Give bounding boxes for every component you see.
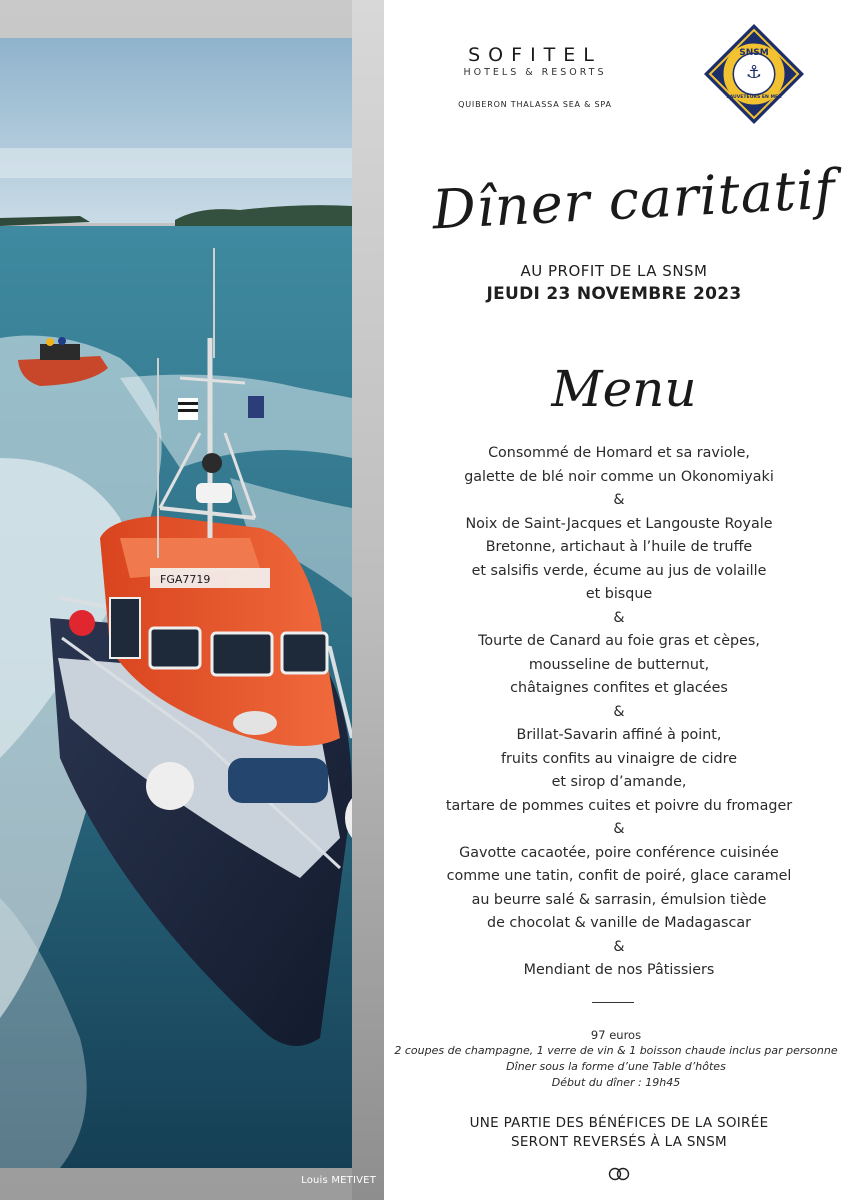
snsm-logo-bottom-text: SAUVETEURS EN MER [726,95,782,100]
snsm-logo-top-text: SNSM [739,48,769,58]
rescue-boat-photo [0,38,352,1168]
menu-line: et sirop d’amande, [551,774,687,790]
grey-edge-band [352,0,384,1200]
menu-separator: & [613,609,625,626]
menu-line: Tourte de Canard au foie gras et cèpes, [478,633,760,649]
menu-line: galette de blé noir comme un Okonomiyaki [464,468,774,485]
menu-line: Gavotte cacaotée, poire conférence cuisinée [459,844,779,861]
snsm-logo [702,22,806,126]
dinner-format: Dîner sous la forme d’une Table d’hôtes [506,1060,726,1073]
menu-line: châtaignes confites et glacées [510,680,728,696]
menu-line: mousseline de butternut, [528,656,710,673]
menu-list [404,442,834,983]
menu-line: de chocolat & vanille de Madagascar [487,915,751,931]
menu-separator: & [613,821,625,837]
anchor-icon: ⚓ [745,62,763,83]
start-time: Début du dîner : 19h45 [551,1076,681,1089]
charity-note-line-2: SERONT REVERSÉS À LA SNSM [510,1134,728,1150]
charity-note [404,1114,834,1152]
menu-line: et bisque [585,586,653,602]
hotel-location: QUIBERON THALASSA SEA & SPA [458,100,612,109]
menu-separator: & [613,492,625,508]
photo-credit: Louis METIVET [301,1175,376,1186]
photo-column [0,0,384,1200]
event-info [384,1027,848,1091]
menu-line: fruits confits au vinaigre de cidre [500,750,738,767]
event-subtitle: AU PROFIT DE LA SNSM [520,262,708,280]
linked-rings-icon [606,1167,632,1181]
boat-registration: FGA7719 [160,573,211,586]
menu-line: et salsifis verde, écume au jus de volaille [471,562,767,579]
menu-heading: Menu [551,360,697,418]
content-column [384,0,848,1200]
menu-line: Mendiant de nos Pâtissiers [523,962,715,978]
menu-line: au beurre salé & sarrasin, émulsion tiède [471,891,767,908]
menu-line: Brillat-Savarin affiné à point, [516,727,722,743]
price: 97 euros [590,1028,642,1042]
charity-note-line-1: UNE PARTIE DES BÉNÉFICES DE LA SOIRÉE [469,1115,769,1131]
menu-line: comme une tatin, confit de poiré, glace caramel [446,868,792,884]
sofitel-logo [440,44,630,109]
event-date: JEUDI 23 NOVEMBRE 2023 [486,284,742,304]
brand-subtitle: HOTELS & RESORTS [463,67,607,78]
menu-line: Consommé de Homard et sa raviole, [488,445,750,461]
menu-separator: & [613,703,625,720]
divider [592,1002,634,1003]
menu-line: Noix de Saint-Jacques et Langouste Royale [465,515,773,532]
brand-name: SOFITEL [468,44,602,66]
menu-line: Bretonne, artichaut à l’huile de truffe [485,539,753,555]
menu-separator: & [613,938,625,955]
menu-line: tartare de pommes cuites et poivre du fromager [445,797,793,814]
included-items: 2 coupes de champagne, 1 verre de vin & 1 boisson chaude inclus par personne [394,1044,838,1057]
event-title: Dîner caritatif [430,157,838,242]
